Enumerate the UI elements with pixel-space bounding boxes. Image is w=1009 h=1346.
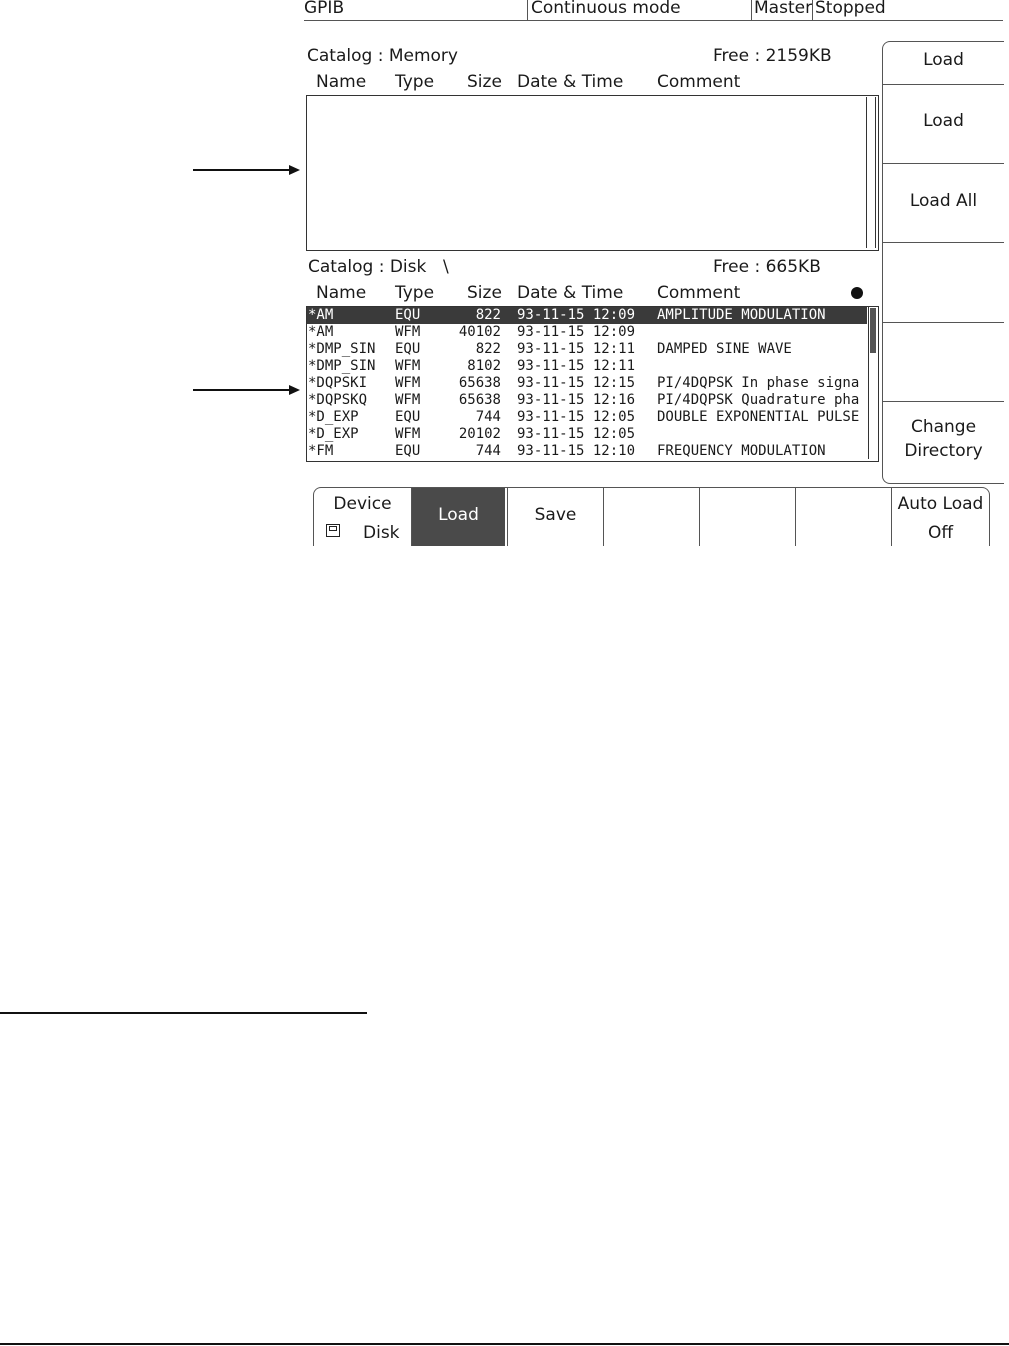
file-name: *DMP_SIN bbox=[308, 358, 376, 374]
column-datetime: Date & Time bbox=[517, 72, 624, 92]
file-row[interactable] bbox=[307, 375, 867, 392]
file-datetime: 93-11-15 12:05 bbox=[517, 409, 636, 425]
file-row[interactable] bbox=[307, 358, 867, 375]
column-size: Size bbox=[467, 72, 502, 92]
column-name: Name bbox=[316, 72, 367, 92]
auto-load-label: Auto Load bbox=[897, 494, 984, 514]
file-comment: PI/4DQPSK In phase signa bbox=[657, 375, 860, 391]
file-datetime: 93-11-15 12:15 bbox=[517, 375, 636, 391]
status-state: Stopped bbox=[815, 0, 886, 18]
column-comment: Comment bbox=[657, 72, 741, 92]
status-sync: Master bbox=[754, 0, 813, 18]
status-divider bbox=[751, 0, 752, 20]
device-button[interactable] bbox=[314, 488, 411, 546]
memory-file-list[interactable] bbox=[306, 95, 879, 251]
status-rule bbox=[304, 20, 1003, 21]
file-name: *FM bbox=[308, 443, 334, 459]
auto-load-value: Off bbox=[927, 523, 954, 543]
disk-scrollbar-thumb[interactable] bbox=[870, 308, 876, 353]
column-type: Type bbox=[395, 283, 435, 303]
auto-load-button[interactable] bbox=[892, 488, 989, 546]
side-load-button[interactable]: Load bbox=[923, 111, 964, 131]
load-button[interactable]: Load bbox=[412, 488, 505, 546]
file-comment: FREQUENCY MODULATION bbox=[657, 443, 826, 459]
floppy-disk-icon bbox=[326, 524, 340, 537]
file-row[interactable] bbox=[307, 307, 867, 324]
bottom-empty-button[interactable] bbox=[604, 488, 699, 546]
file-size: 8102 bbox=[467, 358, 501, 374]
status-divider bbox=[527, 0, 528, 20]
side-menu-divider bbox=[883, 163, 1004, 164]
page-footer-rule bbox=[0, 1343, 1009, 1345]
bottom-menu bbox=[313, 487, 990, 546]
side-menu-divider bbox=[883, 401, 1004, 402]
file-name: *DMP_SIN bbox=[308, 341, 376, 357]
change-directory-button[interactable] bbox=[883, 415, 1004, 463]
file-size: 65638 bbox=[458, 392, 501, 408]
file-row[interactable] bbox=[307, 341, 867, 358]
file-name: *D_EXP bbox=[308, 426, 359, 442]
file-datetime: 93-11-15 12:09 bbox=[517, 307, 636, 323]
file-size: 65638 bbox=[458, 375, 501, 391]
file-type: EQU bbox=[395, 307, 421, 323]
file-type: EQU bbox=[395, 409, 421, 425]
disk-current-path: \ bbox=[443, 257, 449, 277]
file-type: WFM bbox=[395, 426, 421, 442]
file-size: 744 bbox=[475, 409, 501, 425]
disk-scrollbar[interactable] bbox=[868, 307, 877, 459]
file-datetime: 93-11-15 12:09 bbox=[517, 324, 636, 340]
file-comment: DOUBLE EXPONENTIAL PULSE bbox=[657, 409, 860, 425]
side-menu bbox=[882, 41, 1004, 484]
side-empty-button[interactable] bbox=[883, 247, 1004, 321]
file-type: WFM bbox=[395, 392, 421, 408]
file-row[interactable] bbox=[307, 426, 867, 443]
disk-catalog-title: Catalog : Disk bbox=[308, 257, 427, 277]
bottom-empty-button[interactable] bbox=[796, 488, 891, 546]
column-size: Size bbox=[467, 283, 502, 303]
device-value: Disk bbox=[363, 523, 400, 543]
column-datetime: Date & Time bbox=[517, 283, 624, 303]
file-name: *AM bbox=[308, 307, 334, 323]
file-size: 40102 bbox=[458, 324, 501, 340]
file-type: EQU bbox=[395, 341, 421, 357]
status-remote: GPIB bbox=[304, 0, 345, 18]
right-arrow-icon bbox=[289, 165, 300, 175]
memory-catalog-title: Catalog : Memory bbox=[307, 46, 458, 66]
right-arrow-icon bbox=[289, 385, 300, 395]
file-name: *DQPSKQ bbox=[308, 392, 368, 408]
file-row[interactable] bbox=[307, 392, 867, 409]
file-datetime: 93-11-15 12:11 bbox=[517, 341, 636, 357]
file-datetime: 93-11-15 12:16 bbox=[517, 392, 636, 408]
status-divider bbox=[812, 0, 813, 20]
change-directory-line1: Change bbox=[910, 417, 977, 437]
side-menu-divider bbox=[883, 84, 1004, 85]
caption-rule bbox=[0, 1012, 367, 1014]
side-menu-divider bbox=[883, 322, 1004, 323]
file-comment: DAMPED SINE WAVE bbox=[657, 341, 792, 357]
file-comment: AMPLITUDE MODULATION bbox=[657, 307, 826, 323]
file-row[interactable] bbox=[307, 409, 867, 426]
column-type: Type bbox=[395, 72, 435, 92]
file-size: 822 bbox=[475, 341, 501, 357]
status-run-mode: Continuous mode bbox=[531, 0, 681, 18]
file-type: WFM bbox=[395, 324, 421, 340]
file-name: *AM bbox=[308, 324, 334, 340]
file-datetime: 93-11-15 12:11 bbox=[517, 358, 636, 374]
memory-free-space: Free : 2159KB bbox=[713, 46, 832, 66]
file-datetime: 93-11-15 12:05 bbox=[517, 426, 636, 442]
file-row[interactable] bbox=[307, 443, 867, 460]
memory-scrollbar[interactable] bbox=[866, 97, 876, 248]
file-datetime: 93-11-15 12:10 bbox=[517, 443, 636, 459]
column-comment: Comment bbox=[657, 283, 741, 303]
file-type: WFM bbox=[395, 358, 421, 374]
file-comment: PI/4DQPSK Quadrature pha bbox=[657, 392, 860, 408]
side-load-all-button[interactable]: Load All bbox=[909, 191, 978, 211]
device-label: Device bbox=[333, 494, 392, 514]
side-menu-divider bbox=[883, 242, 1004, 243]
save-button[interactable]: Save bbox=[534, 505, 577, 525]
column-name: Name bbox=[316, 283, 367, 303]
disk-activity-icon bbox=[851, 287, 863, 299]
bottom-empty-button[interactable] bbox=[700, 488, 795, 546]
file-size: 822 bbox=[475, 307, 501, 323]
file-name: *DQPSKI bbox=[308, 375, 368, 391]
disk-free-space: Free : 665KB bbox=[713, 257, 821, 277]
change-directory-line2: Directory bbox=[904, 441, 983, 461]
side-menu-title: Load bbox=[923, 50, 964, 70]
file-type: EQU bbox=[395, 443, 421, 459]
file-row[interactable] bbox=[307, 324, 867, 341]
file-size: 744 bbox=[475, 443, 501, 459]
file-size: 20102 bbox=[458, 426, 501, 442]
file-type: WFM bbox=[395, 375, 421, 391]
file-name: *D_EXP bbox=[308, 409, 359, 425]
side-empty-button[interactable] bbox=[883, 327, 1004, 401]
